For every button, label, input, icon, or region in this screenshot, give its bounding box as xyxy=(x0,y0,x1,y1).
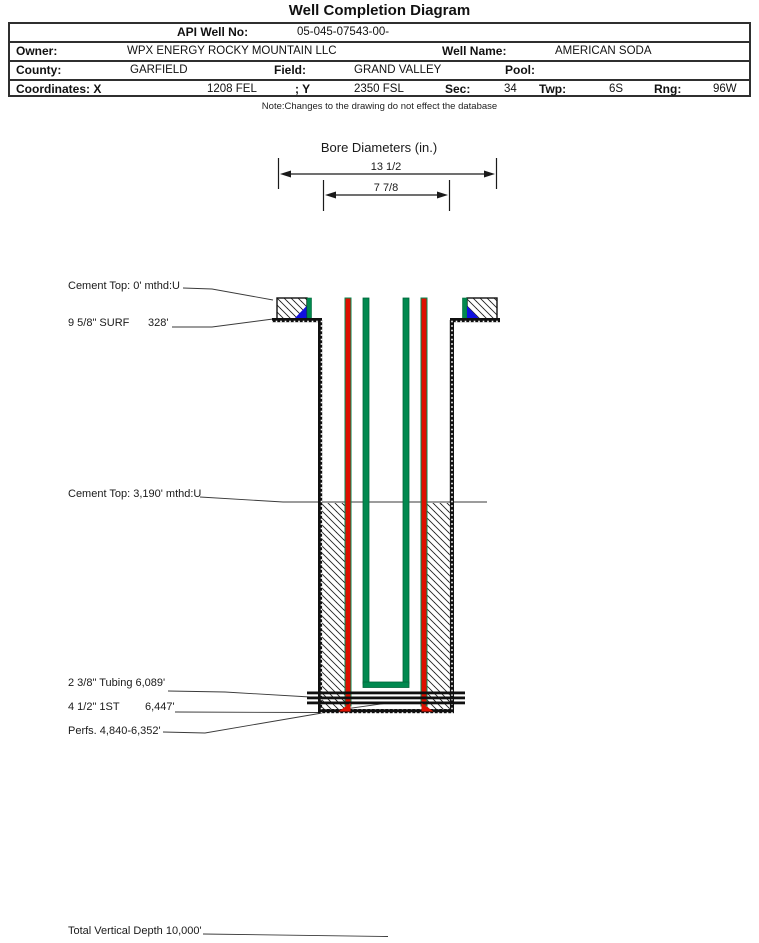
surface-casing-right xyxy=(463,298,468,319)
tvd-label: Total Vertical Depth 10,000' xyxy=(68,925,202,937)
sec-label: Sec: xyxy=(445,82,471,96)
borehole-ledge-right xyxy=(450,318,500,322)
coordinates-y-value: 2350 FSL xyxy=(354,83,404,95)
borehole-bottom xyxy=(318,709,454,713)
page-title: Well Completion Diagram xyxy=(288,2,471,19)
owner-value: WPX ENERGY ROCKY MOUNTAIN LLC xyxy=(127,45,337,57)
twp-value: 6S xyxy=(609,83,624,95)
api-value: 05-045-07543-00- xyxy=(297,26,390,38)
production-casing-right xyxy=(421,298,427,706)
packer-bars xyxy=(307,692,465,705)
surface-casing-leader xyxy=(172,319,273,327)
twp-label: Twp: xyxy=(539,82,567,96)
tubing-bottom xyxy=(363,682,409,688)
coordinates-x-value: 1208 FEL xyxy=(207,83,257,95)
cement-top-production-leader xyxy=(200,497,487,502)
borehole-wall-right xyxy=(450,320,454,710)
production-casing-label: 4 1/2" 1ST xyxy=(68,701,120,713)
surface-casing-depth: 328' xyxy=(148,317,169,329)
header-row-owner xyxy=(10,41,749,60)
tubing-leader xyxy=(168,691,310,697)
borehole-ledge-left xyxy=(272,318,322,322)
perfs-leader xyxy=(163,713,322,733)
tubing-left xyxy=(363,298,369,684)
header-row-api xyxy=(10,24,749,41)
header-table xyxy=(8,22,751,97)
borehole-wall-left xyxy=(318,320,322,710)
sec-value: 34 xyxy=(504,83,517,95)
rng-value: 96W xyxy=(713,83,737,95)
tubing-right xyxy=(403,298,409,684)
production-cement-right xyxy=(427,503,450,709)
api-label: API Well No: xyxy=(177,25,249,39)
tubing-label: 2 3/8" Tubing 6,089' xyxy=(68,677,166,689)
coordinates-y-label: ; Y xyxy=(295,82,311,96)
header-row-coordinates xyxy=(10,79,749,98)
production-casing-depth: 6,447' xyxy=(145,701,175,713)
pool-label: Pool: xyxy=(505,63,535,77)
owner-label: Owner: xyxy=(16,44,58,58)
production-casing-left xyxy=(345,298,351,706)
surface-casing-label: 9 5/8" SURF xyxy=(68,317,130,329)
tvd-leader xyxy=(203,934,388,937)
coordinates-label: Coordinates: X xyxy=(16,82,102,96)
surface-casing-left xyxy=(307,298,312,319)
outer-diameter-label: 13 1/2 xyxy=(370,161,402,173)
rng-label: Rng: xyxy=(654,82,682,96)
cement-top-surface-leader xyxy=(183,288,273,300)
header-row-county xyxy=(10,60,749,79)
cement-top-surface-label: Cement Top: 0' mthd:U xyxy=(68,280,180,292)
perfs-label: Perfs. 4,840-6,352' xyxy=(68,725,161,737)
field-label: Field: xyxy=(274,63,306,77)
well-name-value: AMERICAN SODA xyxy=(555,45,652,57)
field-value: GRAND VALLEY xyxy=(354,64,442,76)
note-text: Note:Changes to the drawing do not effect the database xyxy=(261,101,498,112)
inner-diameter-label: 7 7/8 xyxy=(373,182,399,194)
county-value: GARFIELD xyxy=(130,64,188,76)
well-name-label: Well Name: xyxy=(442,44,507,58)
cement-top-production-label: Cement Top: 3,190' mthd:U xyxy=(68,488,202,500)
county-label: County: xyxy=(16,63,62,77)
production-cement-left xyxy=(322,503,345,709)
bore-diameters-title: Bore Diameters (in.) xyxy=(320,140,438,155)
